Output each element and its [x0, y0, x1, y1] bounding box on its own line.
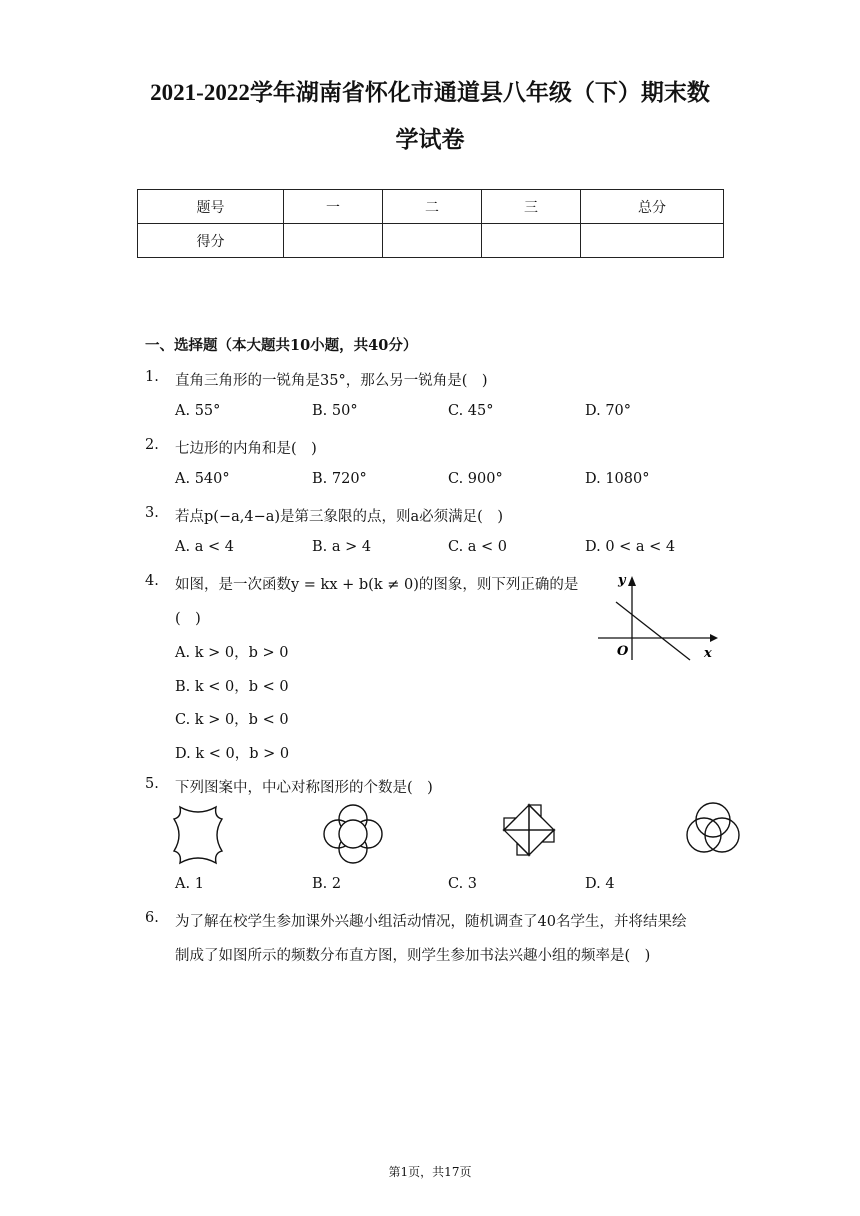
- question-number: 3.: [145, 505, 159, 521]
- score-cell: [482, 224, 581, 258]
- option-d: D. 0 < a < 4: [585, 539, 676, 555]
- score-header-cell: 三: [482, 190, 581, 224]
- option-a: A. a < 4: [175, 539, 234, 555]
- score-header-cell: 总分: [581, 190, 724, 224]
- option-b: B. a > 4: [312, 539, 372, 555]
- option-c: C. 45°: [448, 403, 494, 419]
- question-number: 6.: [145, 910, 159, 926]
- question-text: 若点p(−a,4−a)是第三象限的点，则a必须满足( ): [175, 509, 503, 525]
- pinwheel-icon: [503, 803, 555, 857]
- question-text-cont: ( ): [175, 611, 201, 627]
- graph-y-label: y: [618, 573, 626, 588]
- option-b: B. 2: [312, 876, 342, 892]
- question-text: 七边形的内角和是( ): [175, 441, 317, 457]
- option-d: D. k < 0，b > 0: [175, 746, 290, 762]
- question-number: 4.: [145, 573, 159, 589]
- score-cell: [284, 224, 383, 258]
- score-row-label: 得分: [138, 224, 284, 258]
- option-d: D. 70°: [585, 403, 632, 419]
- option-c: C. k > 0，b < 0: [175, 712, 289, 728]
- question-text: 为了解在校学生参加课外兴趣小组活动情况，随机调查了40名学生，并将结果绘: [175, 914, 687, 930]
- question-text: 如图，是一次函数y = kx + b(k ≠ 0)的图象，则下列正确的是: [175, 577, 579, 593]
- four-petal-flower-icon: [322, 803, 384, 865]
- option-a: A. 55°: [175, 403, 221, 419]
- graph-x-label: x: [704, 646, 712, 661]
- option-b: B. 720°: [312, 471, 367, 487]
- question-text: 下列图案中，中心对称图形的个数是( ): [175, 780, 433, 796]
- curved-frame-icon: [172, 805, 224, 865]
- triquetra-icon: [683, 798, 743, 858]
- question-text-cont: 制成了如图所示的频数分布直方图，则学生参加书法兴趣小组的频率是( ): [175, 948, 651, 964]
- score-cell: [383, 224, 482, 258]
- question-number: 2.: [145, 437, 159, 453]
- exam-title-line1: 2021-2022学年湖南省怀化市通道县八年级（下）期末数: [150, 80, 710, 105]
- score-header-cell: 一: [284, 190, 383, 224]
- section-heading: 一、选择题（本大题共10小题，共40分）: [145, 337, 418, 354]
- question-number: 1.: [145, 369, 159, 385]
- page-footer: 第1页，共17页: [388, 1165, 472, 1179]
- question-text: 直角三角形的一锐角是35°，那么另一锐角是( ): [175, 373, 488, 389]
- option-c: C. 900°: [448, 471, 503, 487]
- score-cell: [581, 224, 724, 258]
- score-header-cell: 题号: [138, 190, 284, 224]
- option-d: D. 1080°: [585, 471, 650, 487]
- option-a: A. k > 0，b > 0: [175, 645, 289, 661]
- score-table-header-row: [138, 190, 724, 224]
- graph-origin-label: O: [617, 644, 629, 659]
- option-d: D. 4: [585, 876, 615, 892]
- option-c: C. 3: [448, 876, 478, 892]
- question-number: 5.: [145, 776, 159, 792]
- score-header-cell: 二: [383, 190, 482, 224]
- option-a: A. 1: [175, 876, 204, 892]
- option-b: B. k < 0，b < 0: [175, 679, 289, 695]
- linear-function-graph-icon: [590, 570, 720, 665]
- score-table: [137, 189, 724, 258]
- option-c: C. a < 0: [448, 539, 508, 555]
- score-table-row: [138, 224, 724, 258]
- option-a: A. 540°: [175, 471, 230, 487]
- option-b: B. 50°: [312, 403, 358, 419]
- exam-title-line2: 学试卷: [395, 127, 465, 152]
